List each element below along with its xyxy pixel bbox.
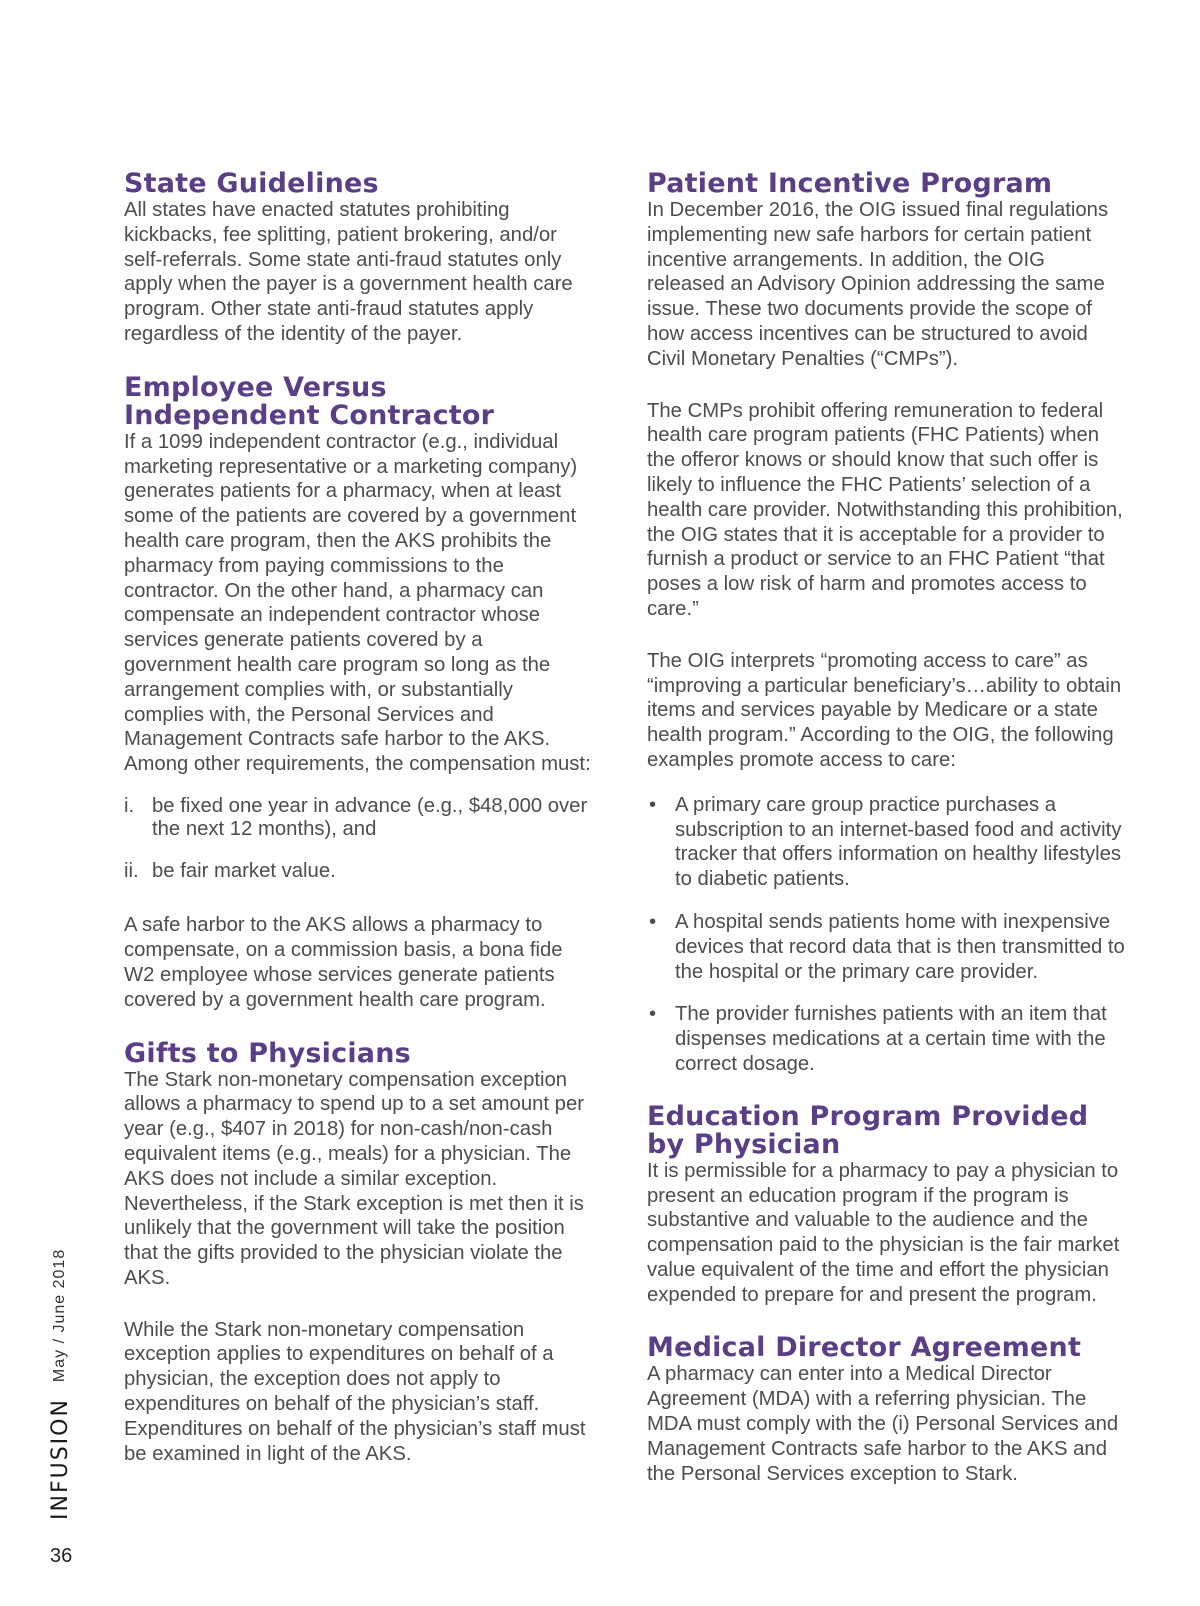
- bullet-icon: •: [649, 1003, 657, 1026]
- issue-date: May / June 2018: [51, 1248, 68, 1383]
- infusion-logo: INFUSION: [47, 1398, 73, 1520]
- bullet-icon: •: [649, 793, 657, 816]
- list-item: [647, 793, 1125, 892]
- paragraph-gifts-1: The Stark non-monetary compensation exception allows a pharmacy to spend up to a set amount per year (e.g., $407 in 2018) for non-cash/non-cash equivalent items (e.g., meals) for a physician. The AKS does not include a similar exception. Nevertheless, if the Stark exception is met then it is unlikely that the government will take the position that the gifts provided to the physician violate the AKS.: [124, 1068, 584, 1289]
- heading-line-1: Education Program Provided: [647, 1100, 1089, 1132]
- list-item: [124, 860, 592, 883]
- list-item-number: i.: [124, 794, 135, 817]
- compensation-requirements-list: [124, 795, 592, 882]
- heading-medical-director-agreement: Medical Director Agreement: [647, 1332, 1082, 1364]
- heading-state-guidelines: State Guidelines: [124, 168, 379, 199]
- paragraph-incentive-1: In December 2016, the OIG issued final regulations implementing new safe harbors for certain patient incentive arrangements. In addition, the OIG released an Advisory Opinion addressing the same issue. These two documents provide the scope of how access incentives can be structured to avoid Civil Monetary Penalties (“CMPs”).: [647, 199, 1109, 370]
- list-item: [647, 910, 1125, 984]
- paragraph-gifts-2: While the Stark non-monetary compensation exception applies to expenditures on behalf of a physician, the exception does not apply to expenditures on behalf of the physician’s staff. Expenditures on behalf of the physician’s staff must be examined in light of the AKS.: [124, 1318, 586, 1465]
- heading-education-program: [647, 1100, 1125, 1160]
- paragraph-education: It is permissible for a pharmacy to pay a physician to present an education program if the program is substantive and valuable to the audience and the compensation paid to the physician is the fair market value equivalent of the time and effort the physician expended to prepare for and present the program.: [647, 1159, 1120, 1306]
- paragraph-medical-director: A pharmacy can enter into a Medical Director Agreement (MDA) with a referring physician. The MDA must comply with the (i) Personal Services and Management Contracts safe harbor to the AKS and the Personal Services exception to Stark.: [647, 1363, 1119, 1485]
- list-item-text: A primary care group practice purchases a subscription to an internet-based food and activity tracker that offers information on healthy lifestyles to diabetic patients.: [675, 793, 1122, 891]
- heading-gifts-to-physicians: Gifts to Physicians: [124, 1037, 411, 1069]
- bullet-icon: •: [649, 910, 657, 933]
- heading-patient-incentive-program: Patient Incentive Program: [647, 168, 1053, 199]
- list-item-text: be fair market value.: [152, 859, 336, 882]
- heading-line-1: Employee Versus: [124, 371, 387, 403]
- list-item-text: The provider furnishes patients with an item that dispenses medications at a certain time with the correct dosage.: [675, 1003, 1107, 1075]
- heading-line-2: Independent Contractor: [124, 399, 495, 431]
- paragraph-contractor-2: A safe harbor to the AKS allows a pharmacy to compensate, on a commission basis, a bona fide W2 employee whose services generate patients covered by a government health care program.: [124, 914, 563, 1011]
- page-number: 36: [50, 1545, 73, 1567]
- access-examples-list: [647, 793, 1125, 1077]
- heading-line-2: by Physician: [647, 1128, 841, 1160]
- list-item: [647, 1002, 1125, 1076]
- paragraph-contractor-1: If a 1099 independent contractor (e.g., individual marketing representative or a marketing company) generates patients for a pharmacy, when at least some of the patients are covered by a government health care program, then the AKS prohibits the pharmacy from paying commissions to the contractor. On the other hand, a pharmacy can compensate an independent contractor whose services generate patients covered by a government health care program so long as the arrangement complies with, or substantially complies with, the Personal Services and Management Contracts safe harbor to the AKS. Among other requirements, the compensation must:: [124, 430, 591, 776]
- list-item-text: A hospital sends patients home with inexpensive devices that record data that is then transmitted to the hospital or the primary care provider.: [675, 910, 1125, 983]
- paragraph-incentive-2: The CMPs prohibit offering remuneration to federal health care program patients (FHC Patients) when the offeror knows or should know that such offer is likely to influence the FHC Patients’ selection of a health care provider. Notwithstanding this prohibition, the OIG states that it is acceptable for a provider to furnish a product or service to an FHC Patient “that poses a low risk of harm and promotes access to care.”: [647, 399, 1123, 620]
- list-item-text: be fixed one year in advance (e.g., $48,000 over the next 12 months), and: [152, 794, 588, 840]
- heading-employee-versus-contractor: [124, 371, 592, 431]
- list-item: [124, 795, 592, 841]
- left-column: [124, 170, 592, 1466]
- magazine-side-label: [40, 1200, 80, 1520]
- paragraph-state-guidelines: All states have enacted statutes prohibiting kickbacks, fee splitting, patient brokering, and/or self-referrals. Some state anti-fraud statutes only apply when the payer is a government health care program. Other state anti-fraud statutes apply regardless of the identity of the payer.: [124, 199, 573, 345]
- right-column: [647, 170, 1125, 1486]
- list-item-number: ii.: [124, 859, 139, 882]
- paragraph-incentive-3: The OIG interprets “promoting access to care” as “improving a particular beneficiary’s…ability to obtain items and services payable by Medicare or a state health program.” According to the OIG, the following examples promote access to care:: [647, 649, 1122, 771]
